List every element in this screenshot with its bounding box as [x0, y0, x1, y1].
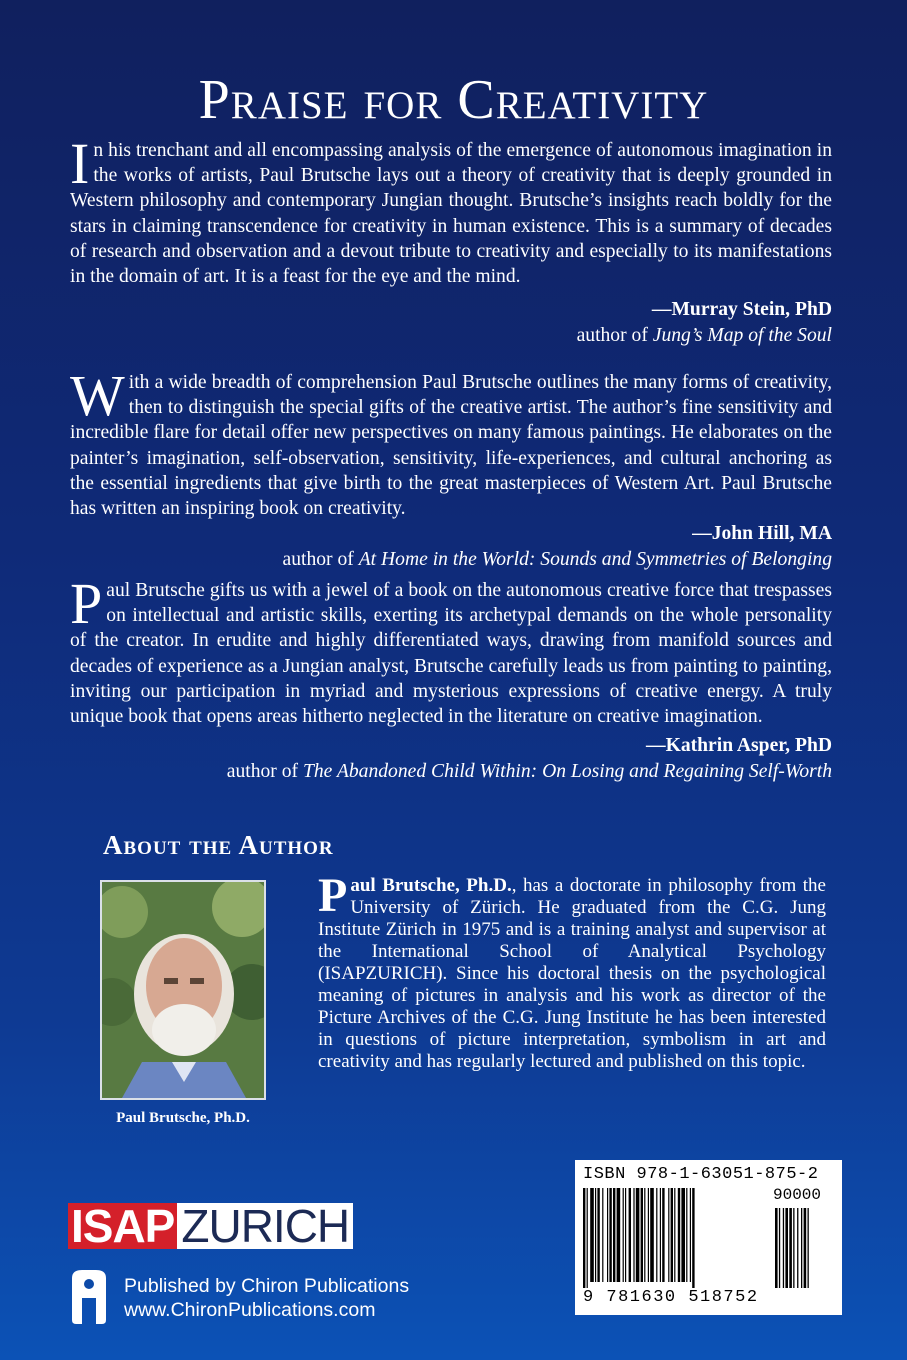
barcode-bar: [674, 1188, 675, 1282]
barcode-bar: [678, 1188, 680, 1282]
publisher-info: [124, 1274, 409, 1322]
barcode-bar: [690, 1188, 691, 1282]
barcode-bar: [633, 1188, 634, 1282]
review-1: [70, 131, 832, 349]
bio-text: , has a doctorate in philosophy from the University of Zürich. He graduated from the C.G. Jung Institute Zürich in 1975 and is a training analyst and supervisor at the International School of Analytical Psychology (ISAPZURICH). Since his doctoral thesis on the psychological meaning of pictures in analysis and his work as director of the Picture Archives of the C.G. Jung Institute he has been interested in questions of picture interpretation, symbolism in art and creativity and has regularly lectured and published on this topic.: [318, 875, 826, 1072]
barcode-bar: [636, 1188, 640, 1282]
reviewer-name: —Murray Stein, PhD: [651, 299, 832, 321]
review-text: aul Brutsche gifts us with a jewel of a book on the autonomous creative force that trespasses on intellectual and artistic skills, exerting its archetypal demands on the whole personality of the creator. In erudite and highly differentiated ways, drawing from manifold sources and decades of experience as a Jungian analyst, Brutsche carefully leads us from painting to painting, inviting our participation in myriad and mysterious expressions of creative energy. A truly unique book that opens areas hitherto neglected in the literature on creative imagination.: [70, 580, 832, 728]
barcode-bar: [602, 1188, 603, 1282]
reviewer-name: —Kathrin Asper, PhD: [646, 735, 832, 757]
review-text: n his trenchant and all encompassing analysis of the emergence of autonomous imagination in the works of artists, Paul Brutsche lays out a theory of creativity that is deeply grounded in Western philosophy and contemporary Jungian thought. Brutsche’s insights reach boldly for the stars in claiming transcendence for creativity in human existence. This is a summary of decades of research and observation and a devout tribute to creativity and especially to its manifestations in the domain of art. It is a feast for the eye and the mind.: [70, 140, 832, 288]
price-code: 90000: [773, 1186, 822, 1204]
barcode-bar: [681, 1188, 685, 1282]
barcode-bar: [597, 1188, 599, 1282]
barcode-addon-bar: [775, 1208, 778, 1288]
barcode-bar: [583, 1188, 585, 1288]
barcode-bar: [607, 1188, 608, 1282]
barcode-bar: [625, 1188, 626, 1282]
credit-prefix: author of: [576, 325, 648, 347]
barcode-bar: [668, 1188, 669, 1282]
barcode-addon-bar: [785, 1208, 788, 1288]
barcode-bar: [692, 1188, 694, 1288]
page-title: Praise for Creativity: [198, 69, 709, 131]
isbn-text: ISBN 978-1-63051-875-2: [583, 1165, 819, 1184]
barcode-bar: [650, 1188, 654, 1282]
author-name: aul Brutsche, Ph.D.: [350, 875, 512, 896]
barcode-bar: [587, 1188, 588, 1288]
about-heading: About the Author: [103, 830, 334, 860]
review-dropcap: W: [70, 363, 125, 428]
barcode-bar: [623, 1188, 624, 1282]
book-title: Jung’s Map of the Soul: [652, 325, 832, 347]
barcode-bar: [617, 1188, 621, 1282]
barcode-bars: [583, 1188, 833, 1288]
isapzurich-logo: [68, 1200, 353, 1252]
credit-prefix: author of: [282, 549, 354, 571]
barcode-addon-bar: [797, 1208, 798, 1288]
logo-isap-part: ISAP: [68, 1203, 177, 1249]
credit-prefix: author of: [226, 761, 299, 783]
barcode-bar: [648, 1188, 649, 1282]
barcode-addon-bar: [804, 1208, 807, 1288]
publisher-line: Published by Chiron Publications: [124, 1275, 410, 1297]
author-photo: [100, 880, 266, 1100]
barcode-addon-bar: [801, 1208, 802, 1288]
barcode-bar: [609, 1188, 611, 1282]
book-title: At Home in the World: Sounds and Symmetries of Belonging: [358, 549, 832, 571]
review-dropcap: I: [70, 131, 90, 196]
barcode-bar: [686, 1188, 687, 1282]
reviewer-name: —John Hill, MA: [692, 523, 832, 545]
barcode-bar: [629, 1188, 631, 1282]
review-dropcap: P: [70, 571, 103, 636]
isbn-barcode: [575, 1160, 842, 1315]
photo-caption: Paul Brutsche, Ph.D.: [116, 1110, 250, 1126]
barcode-addon-bar: [789, 1208, 792, 1288]
barcode-addon-bar: [808, 1208, 809, 1288]
barcode-addon-bar: [783, 1208, 784, 1288]
barcode-bar: [662, 1188, 664, 1282]
author-bio: [318, 869, 826, 1073]
barcode-bar: [641, 1188, 643, 1282]
barcode-addon-bar: [793, 1208, 794, 1288]
barcode-digits: 9 781630 518752: [583, 1288, 759, 1307]
barcode-bar: [644, 1188, 645, 1282]
review-2: [70, 363, 832, 573]
book-title: The Abandoned Child Within: On Losing and Regaining Self-Worth: [302, 761, 832, 783]
chiron-logo-icon: [66, 1268, 112, 1326]
review-text: ith a wide breadth of comprehension Paul Brutsche outlines the many forms of creativity, then to distinguish the special gifts of the creative artist. The author’s fine sensitivity and incredible flare for detail offer new perspectives on many famous paintings. He elaborates on the painter’s imagination, self-observation, sensitivity, life-experiences, and cultural anchoring as the essential ingredients that give birth to the great masterpieces of Western Art. Paul Brutsche has written an inspiring book on creativity.: [70, 372, 832, 520]
barcode-bar: [613, 1188, 615, 1282]
bio-dropcap: P: [318, 869, 348, 922]
author-portrait-icon: [102, 882, 264, 1098]
barcode-bar: [660, 1188, 661, 1282]
review-3: [70, 571, 832, 785]
barcode-addon-bar: [779, 1208, 780, 1288]
logo-zurich-part: ZURICH: [177, 1203, 353, 1249]
barcode-bar: [671, 1188, 673, 1282]
barcode-bar: [656, 1188, 657, 1282]
barcode-bar: [590, 1188, 594, 1282]
barcode-bar: [595, 1188, 596, 1282]
publisher-url[interactable]: www.ChironPublications.com: [124, 1299, 376, 1321]
